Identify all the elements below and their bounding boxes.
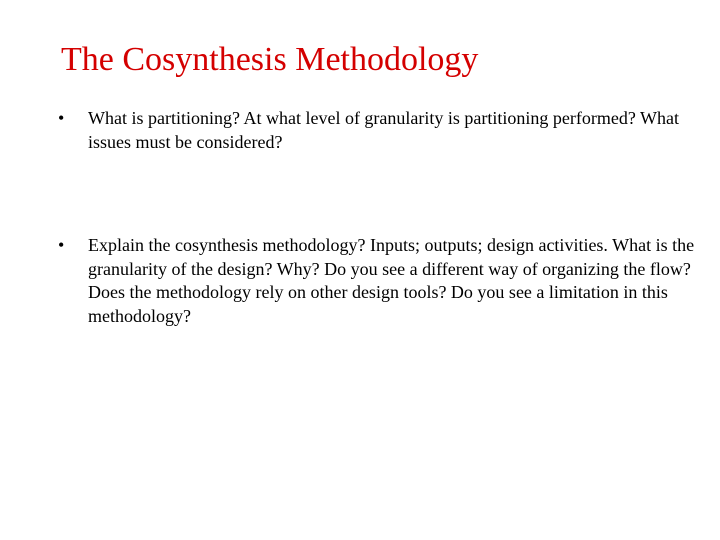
slide-title: The Cosynthesis Methodology — [61, 41, 479, 78]
bullet-text: What is partitioning? At what level of granularity is partitioning performed? What issues must be considered? — [88, 108, 680, 152]
bullet-icon: • — [58, 108, 65, 128]
bullet-item-partitioning — [58, 107, 698, 154]
bullet-item-methodology — [58, 234, 698, 328]
bullet-list — [58, 107, 698, 328]
bullet-text: Explain the cosynthesis methodology? Inputs; outputs; design activities. What is the granularity of the design? Why? Do you see a different way of organizing the flow? Does the methodology rely on other design tools? Do you see a limitation in this methodology? — [88, 235, 695, 326]
bullet-icon: • — [58, 235, 65, 255]
